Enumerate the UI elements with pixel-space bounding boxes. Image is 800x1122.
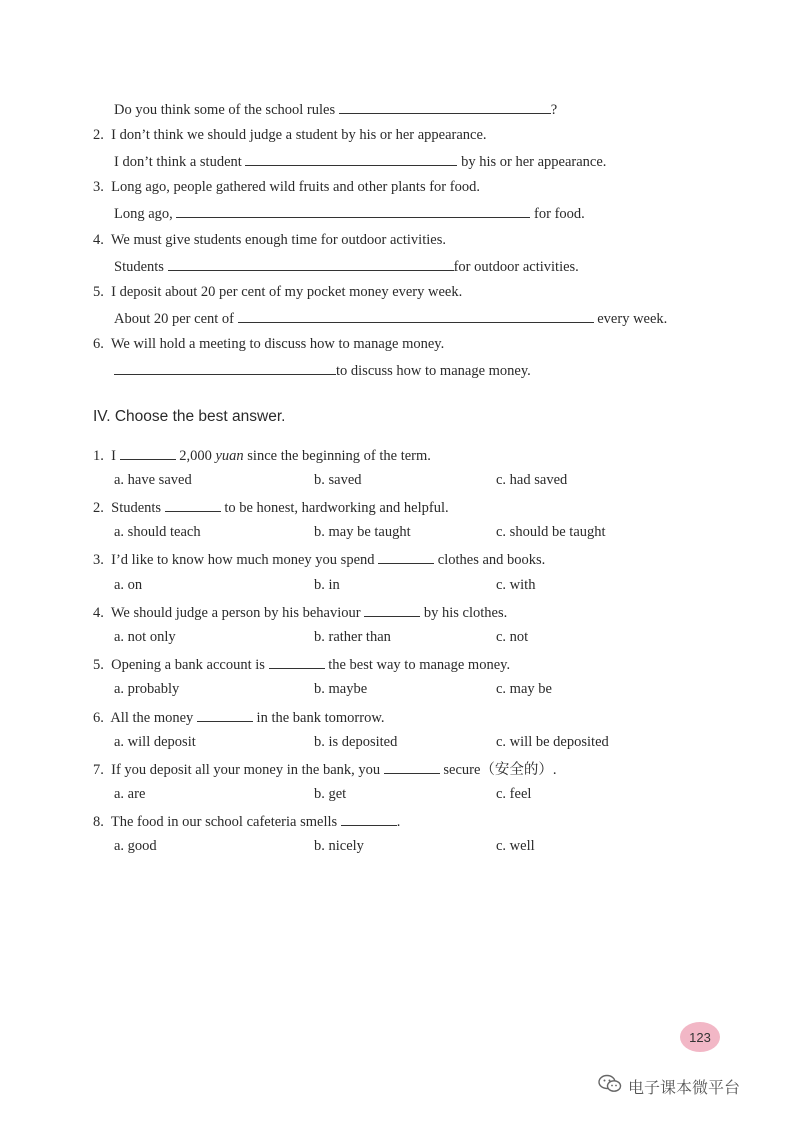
mc-question-3: 3. I’d like to know how much money you spend clothes and books. (93, 552, 546, 568)
option-b[interactable]: b. may be taught (314, 524, 411, 540)
option-a[interactable]: a. are (114, 786, 146, 802)
mc-question-6: 6. All the money in the bank tomorrow. (93, 710, 385, 726)
option-b[interactable]: b. nicely (314, 838, 364, 854)
q2-rewrite-line: I don’t think a student by his or her appearance. (114, 154, 607, 170)
answer-blank[interactable] (120, 446, 176, 460)
option-b[interactable]: b. in (314, 577, 340, 593)
q1-rewrite-line: Do you think some of the school rules ? (114, 102, 558, 118)
q2-sentence: 2. I don’t think we should judge a student by his or her appearance. (93, 127, 487, 143)
q5-rewrite-line: About 20 per cent of every week. (114, 311, 668, 327)
section-heading: IV. Choose the best answer. (93, 408, 286, 425)
option-c[interactable]: c. with (496, 577, 536, 593)
q6-sentence: 6. We will hold a meeting to discuss how to manage money. (93, 336, 445, 352)
mc-question-2: 2. Students to be honest, hardworking and helpful. (93, 500, 449, 516)
mc-question-8: 8. The food in our school cafeteria smells . (93, 814, 401, 830)
option-c[interactable]: c. not (496, 629, 529, 645)
option-a[interactable]: a. on (114, 577, 143, 593)
answer-blank[interactable] (269, 655, 325, 669)
answer-blank[interactable] (197, 708, 253, 722)
option-a[interactable]: a. not only (114, 629, 176, 645)
option-c[interactable]: c. feel (496, 786, 532, 802)
option-b[interactable]: b. get (314, 786, 347, 802)
q4-rewrite-line: Students for outdoor activities. (114, 259, 579, 275)
watermark (598, 1074, 740, 1098)
answer-blank[interactable] (238, 309, 594, 323)
answer-blank[interactable] (341, 812, 397, 826)
answer-blank[interactable] (384, 760, 440, 774)
q6-rewrite-line: to discuss how to manage money. (114, 361, 531, 380)
q4-sentence: 4. We must give students enough time for outdoor activities. (93, 232, 446, 248)
watermark-text: 电子课本微平台 (628, 1077, 741, 1097)
answer-blank[interactable] (339, 100, 551, 114)
option-b[interactable]: b. maybe (314, 681, 368, 697)
option-c[interactable]: c. had saved (496, 472, 568, 488)
answer-blank[interactable] (245, 152, 457, 166)
answer-blank[interactable] (165, 498, 221, 512)
option-c[interactable]: c. well (496, 838, 535, 854)
option-b[interactable]: b. is deposited (314, 734, 398, 750)
mc-question-5: 5. Opening a bank account is the best way to manage money. (93, 657, 511, 673)
wechat-icon (598, 1074, 622, 1098)
option-a[interactable]: a. will deposit (114, 734, 196, 750)
option-a[interactable]: a. good (114, 838, 157, 854)
q3-sentence: 3. Long ago, people gathered wild fruits and other plants for food. (93, 179, 480, 195)
mc-question-1: 1. I 2,000 yuan since the beginning of the term. (93, 448, 431, 464)
mc-question-7: 7. If you deposit all your money in the bank, you secure（安全的）. (93, 762, 557, 778)
option-b[interactable]: b. saved (314, 472, 362, 488)
answer-blank[interactable] (364, 603, 420, 617)
option-b[interactable]: b. rather than (314, 629, 391, 645)
answer-blank[interactable] (114, 361, 336, 375)
answer-blank[interactable] (168, 257, 454, 271)
option-c[interactable]: c. should be taught (496, 524, 606, 540)
option-a[interactable]: a. probably (114, 681, 180, 697)
q3-rewrite-line: Long ago, for food. (114, 206, 585, 222)
answer-blank[interactable] (378, 550, 434, 564)
option-a[interactable]: a. should teach (114, 524, 201, 540)
option-c[interactable]: c. may be (496, 681, 552, 697)
answer-blank[interactable] (176, 204, 530, 218)
page-number: 123 (680, 1022, 720, 1052)
q5-sentence: 5. I deposit about 20 per cent of my pocket money every week. (93, 284, 463, 300)
option-c[interactable]: c. will be deposited (496, 734, 609, 750)
mc-question-4: 4. We should judge a person by his behaviour by his clothes. (93, 605, 508, 621)
option-a[interactable]: a. have saved (114, 472, 192, 488)
